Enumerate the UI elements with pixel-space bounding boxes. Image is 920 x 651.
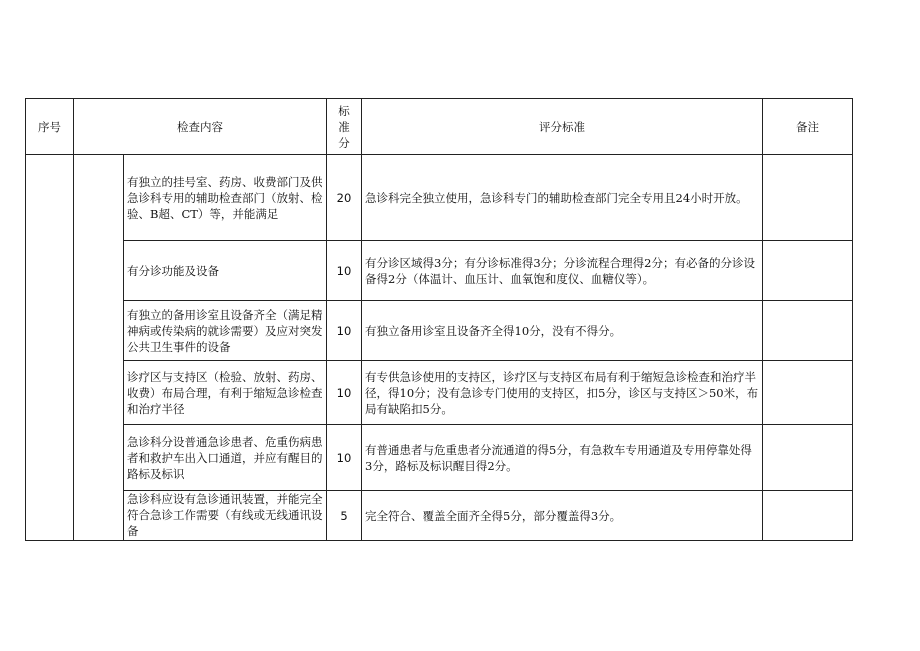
remarks-cell [763, 155, 853, 241]
score-cell: 20 [327, 155, 362, 241]
score-cell: 10 [327, 361, 362, 425]
score-cell: 5 [327, 491, 362, 541]
score-cell: 10 [327, 241, 362, 301]
table-row [26, 491, 853, 541]
header-seq: 序号 [26, 99, 74, 155]
criteria-cell: 有分诊区域得3分；有分诊标准得3分；分诊流程合理得2分；有必备的分诊设备得2分（体温计、血压计、血氧饱和度仪、血糖仪等）。 [362, 241, 763, 301]
criteria-cell: 有普通患者与危重患者分流通道的得5分，有急救车专用通道及专用停靠处得3分，路标及标识醒目得2分。 [362, 425, 763, 491]
criteria-cell: 有独立备用诊室且设备齐全得10分，没有不得分。 [362, 301, 763, 361]
content-cell: 有分诊功能及设备 [124, 241, 327, 301]
criteria-cell: 有专供急诊使用的支持区，诊疗区与支持区布局有利于缩短急诊检查和治疗半径，得10分；没有急诊专门使用的支持区，扣5分，诊区与支持区＞50米，布局有缺陷扣5分。 [362, 361, 763, 425]
inspection-table [25, 98, 853, 541]
table-row [26, 241, 853, 301]
score-cell: 10 [327, 425, 362, 491]
remarks-cell [763, 361, 853, 425]
table-row [26, 155, 853, 241]
remarks-cell [763, 491, 853, 541]
category-cell [74, 155, 124, 541]
table-row [26, 301, 853, 361]
score-cell: 10 [327, 301, 362, 361]
seq-cell [26, 155, 74, 541]
remarks-cell [763, 241, 853, 301]
header-criteria: 评分标准 [362, 99, 763, 155]
table-row [26, 425, 853, 491]
content-cell: 有独立的备用诊室且设备齐全（满足精神病或传染病的就诊需要）及应对突发公共卫生事件的设备 [124, 301, 327, 361]
header-remarks: 备注 [763, 99, 853, 155]
content-cell: 诊疗区与支持区（检验、放射、药房、收费）布局合理，有利于缩短急诊检查和治疗半径 [124, 361, 327, 425]
header-content: 检查内容 [74, 99, 327, 155]
content-cell: 有独立的挂号室、药房、收费部门及供急诊科专用的辅助检查部门（放射、检验、B超、CT）等，并能满足 [124, 155, 327, 241]
criteria-cell: 完全符合、覆盖全面齐全得5分，部分覆盖得3分。 [362, 491, 763, 541]
table-header-row [26, 99, 853, 155]
remarks-cell [763, 301, 853, 361]
content-cell: 急诊科分设普通急诊患者、危重伤病患者和救护车出入口通道，并应有醒目的路标及标识 [124, 425, 327, 491]
criteria-cell: 急诊科完全独立使用，急诊科专门的辅助检查部门完全专用且24小时开放。 [362, 155, 763, 241]
header-standard-score: 标 准 分 [327, 99, 362, 155]
content-cell: 急诊科应设有急诊通讯装置，并能完全符合急诊工作需要（有线或无线通讯设备 [124, 491, 327, 541]
remarks-cell [763, 425, 853, 491]
table-row [26, 361, 853, 425]
